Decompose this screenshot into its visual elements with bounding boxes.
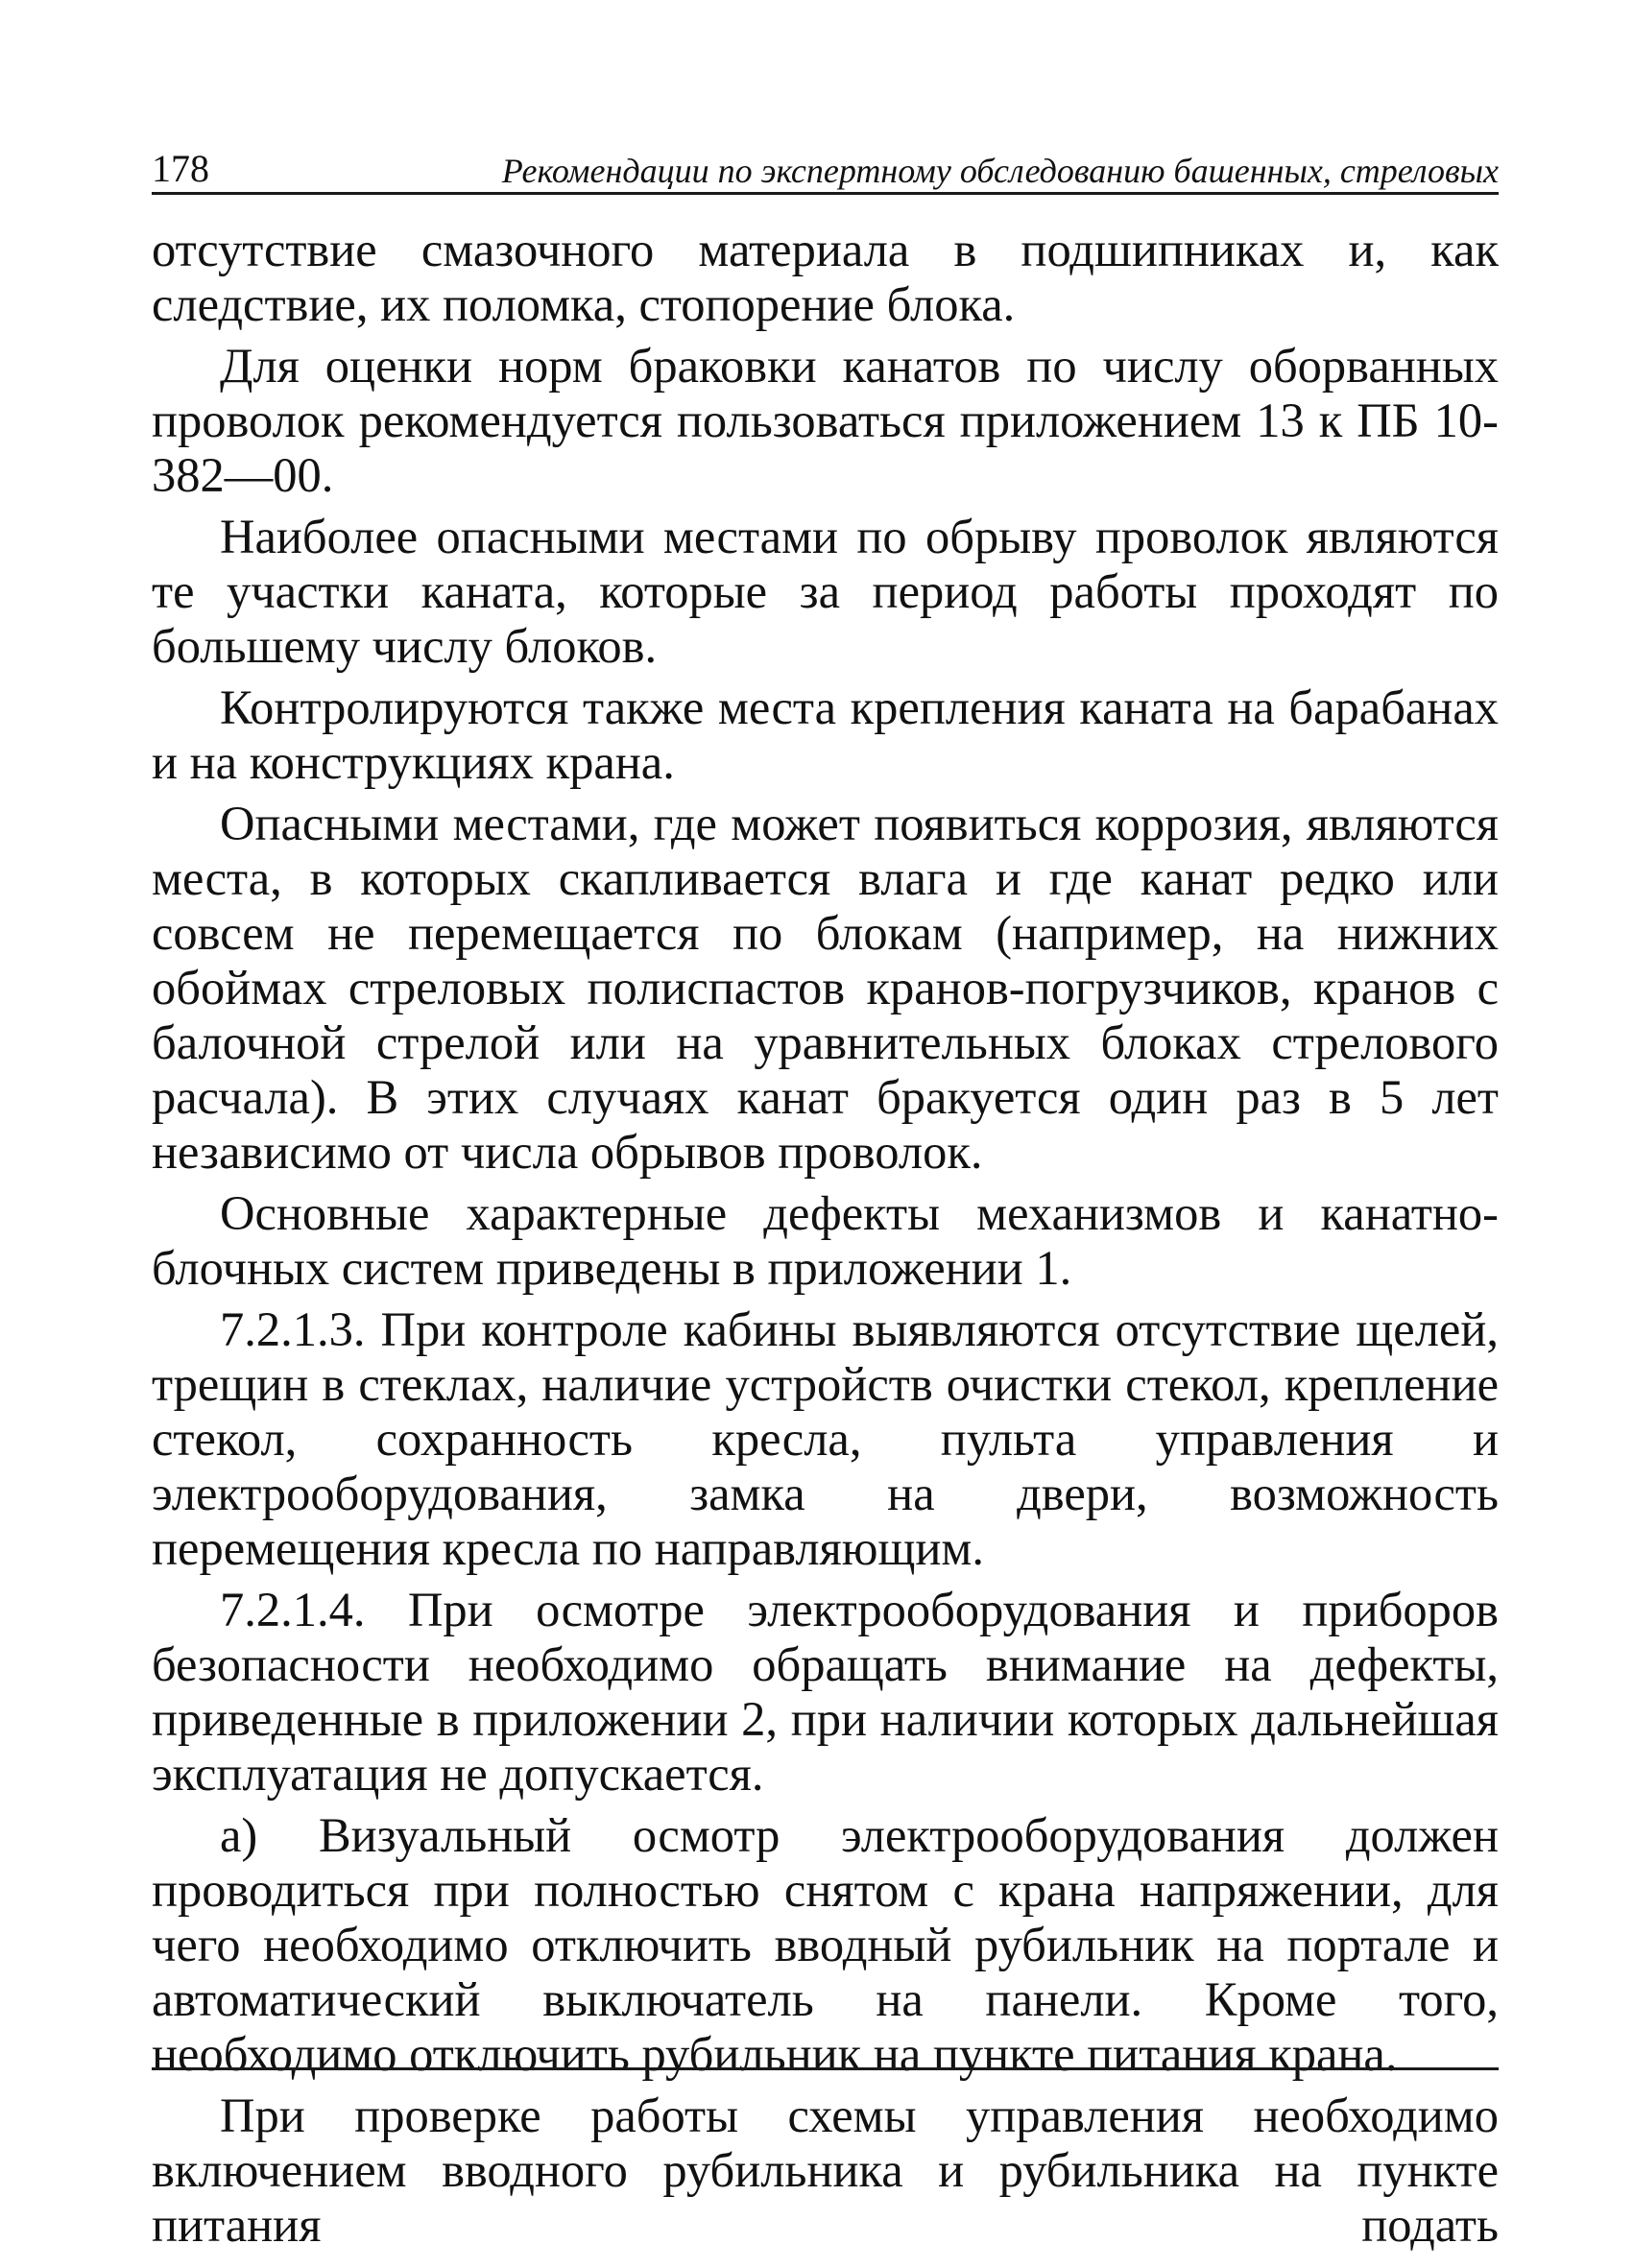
paragraph: Наиболее опасными местами по обрыву проволок являются те участки каната, которые за период работы проходят по большему числу блоков. xyxy=(152,510,1499,673)
running-title: Рекомендации по экспертному обследованию башенных, стреловых xyxy=(501,152,1499,190)
paragraph-continues-next-page: При проверке работы схемы управления необходимо включением вводного рубильника и рубильника на пункте питания подать xyxy=(152,2089,1499,2252)
paragraph-item-a: а) Визуальный осмотр электрооборудования должен проводиться при полностью снятом с крана напряжении, для чего необходимо отключить вводный рубильник на портале и автоматический выключатель на панели. Кроме того, необходимо отключить рубильник на пункте питания крана. xyxy=(152,1808,1499,2081)
paragraph-continuation: отсутствие смазочного материала в подшипниках и, как следствие, их поломка, стопорение блока. xyxy=(152,223,1499,331)
bottom-rule xyxy=(152,2067,1499,2070)
paragraph-section-7-2-1-3: 7.2.1.3. При контроле кабины выявляются отсутствие щелей, трещин в стеклах, наличие устройств очистки стекол, крепление стекол, сохранность кресла, пульта управления и электрооборудования, замка на двери, возможность перемещения кресла по направляющим. xyxy=(152,1302,1499,1575)
page-header xyxy=(152,144,1499,195)
paragraph: Для оценки норм браковки канатов по числу оборванных проволок рекомендуется пользоваться приложением 13 к ПБ 10-382—00. xyxy=(152,339,1499,502)
paragraph-section-7-2-1-4: 7.2.1.4. При осмотре электрооборудования и приборов безопасности необходимо обращать внимание на дефекты, приведенные в приложении 2, при наличии которых дальнейшая эксплуатация не допускается. xyxy=(152,1583,1499,1801)
paragraph: Опасными местами, где может появиться коррозия, являются места, в которых скапливается влага и где канат редко или совсем не перемещается по блокам (например, на нижних обоймах стреловых полиспастов кранов-погрузчиков, кранов с балочной стрелой или на уравнительных блоках стрелового расчала). В этих случаях канат бракуется один раз в 5 лет независимо от числа обрывов проволок. xyxy=(152,797,1499,1179)
page-number: 178 xyxy=(152,147,209,190)
book-page xyxy=(152,144,1499,2252)
body-text xyxy=(152,223,1499,2259)
paragraph: Основные характерные дефекты механизмов и канатно-блочных систем приведены в приложении 1. xyxy=(152,1186,1499,1295)
paragraph: Контролируются также места крепления каната на барабанах и на конструкциях крана. xyxy=(152,680,1499,789)
